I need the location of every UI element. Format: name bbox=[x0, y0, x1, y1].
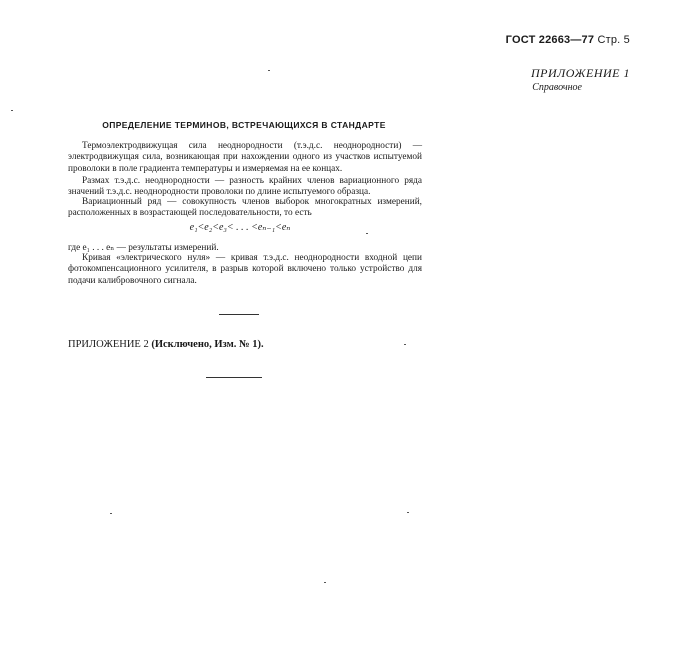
paragraph-variation-series: Вариационный ряд — совокупность членов выборок многократных измерений, расположенных в возрастающей последовательности, то есть bbox=[68, 197, 422, 219]
scan-speck bbox=[366, 233, 368, 234]
scan-speck bbox=[11, 110, 13, 111]
paragraph-thermo-emf: Термоэлектродвижущая сила неоднородности (т.э.д.с. неоднородности) — электродвижущая сила, возникающая при нахождении одного из участков испытуемой проволоки в поле градиента температуры и измеряемая на ее концах. bbox=[68, 141, 422, 174]
paragraph-zero-curve: Кривая «электрического нуля» — кривая т.э.д.с. неоднородности входной цепи фотокомпенсационного усилителя, в разрыв которой включено только устройство для подачи калибровочного сигнала. bbox=[68, 253, 422, 286]
scan-speck bbox=[110, 513, 112, 514]
divider-line bbox=[206, 377, 262, 378]
appendix-2-title: ПРИЛОЖЕНИЕ 2 bbox=[68, 339, 149, 350]
page-header bbox=[300, 34, 630, 46]
scan-speck bbox=[324, 582, 326, 583]
appendix-1-title: ПРИЛОЖЕНИЕ 1 bbox=[531, 66, 630, 80]
scan-speck bbox=[404, 344, 406, 345]
appendix-2-note: (Исключено, Изм. № 1). bbox=[151, 339, 264, 350]
section-title: ОПРЕДЕЛЕНИЕ ТЕРМИНОВ, ВСТРЕЧАЮЩИХСЯ В СТАНДАРТЕ bbox=[102, 120, 386, 130]
appendix-2 bbox=[68, 339, 368, 350]
paragraph-where: где e₁ . . . eₙ — результаты измерений. bbox=[68, 243, 219, 253]
appendix-1-subtitle: Справочное bbox=[532, 82, 582, 93]
divider-line bbox=[219, 314, 259, 315]
standard-code: ГОСТ 22663—77 bbox=[505, 34, 595, 46]
scan-speck bbox=[268, 70, 270, 71]
formula: e₁<e₂<e₃< . . . <eₙ₋₁<eₙ bbox=[189, 222, 291, 233]
page-number: Стр. 5 bbox=[597, 34, 630, 46]
paragraph-range: Размах т.э.д.с. неоднородности — разность крайних членов вариационного ряда значений т.э.д.с. неоднородности проволоки по длине испытуемого образца. bbox=[68, 176, 422, 198]
scan-speck bbox=[407, 512, 409, 513]
